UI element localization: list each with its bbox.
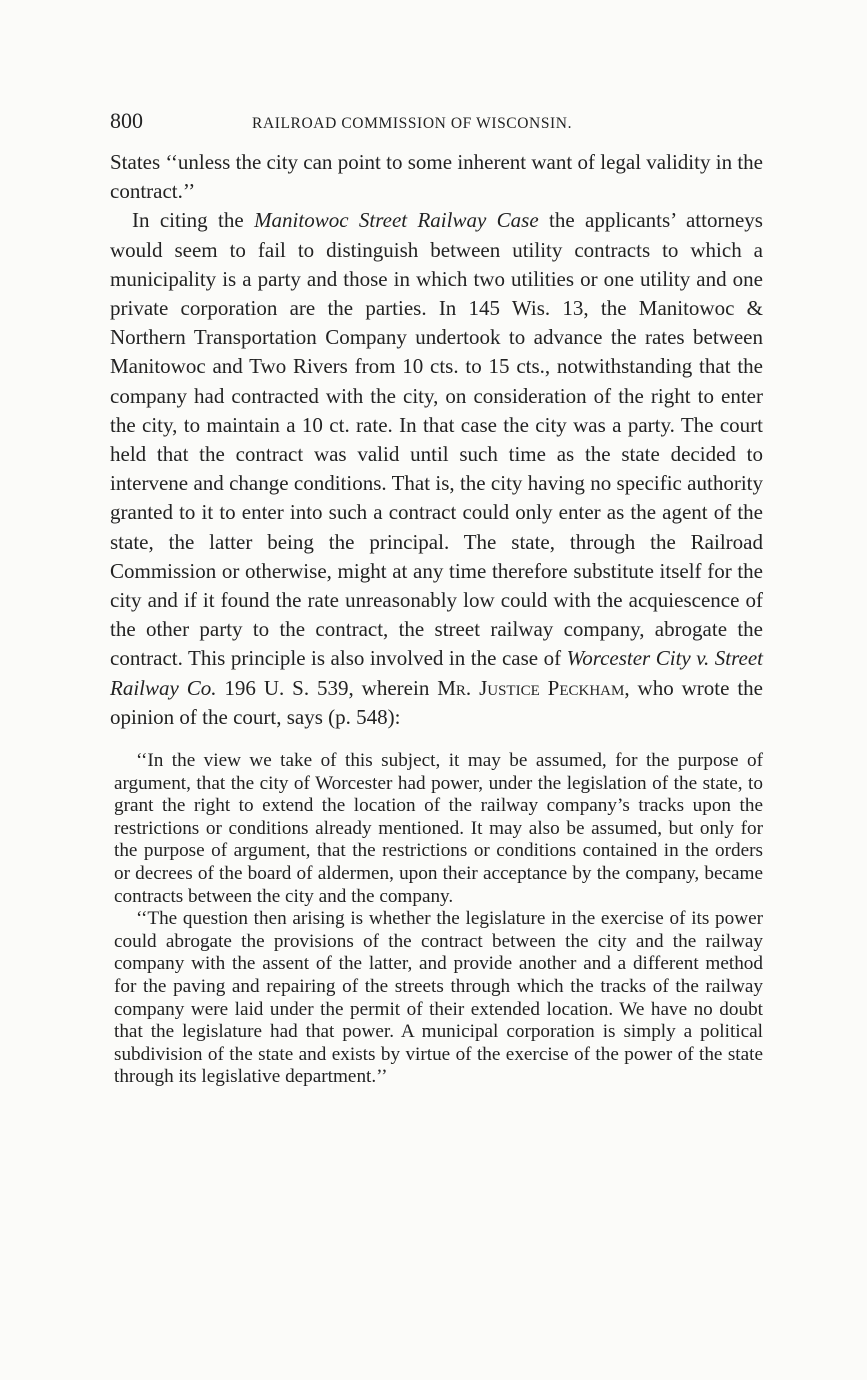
- page-number: 800: [110, 108, 143, 133]
- case-name-manitowoc: Manitowoc Street Railway Case: [254, 208, 539, 233]
- running-head: RAILROAD COMMISSION OF WISCONSIN.: [252, 115, 573, 132]
- case-name-worcester: Worcester City v. Street Railway Co.: [110, 646, 763, 700]
- block-quote: [110, 750, 763, 1089]
- document-page: [110, 108, 763, 1089]
- paragraph-2-text-a: In citing the: [132, 208, 255, 233]
- page-header: [110, 108, 763, 148]
- quote-paragraph-2: ‘‘The question then arising is whether the legislature in the exercise of its power could abrogate the provisions of the contract between the city and the railway company with the assent of the latter, and provide another and a different method for the paving and repairing of the streets through which the tracks of the railway company were laid under the permit of their extended location. We have no doubt that the legislature had that power. A municipal corporation is simply a political subdivision of the state and exists by virtue of the exercise of the power of the state through its legislative department.’’: [114, 908, 763, 1088]
- paragraph-2-text-d: , who wrote the opinion of the court, says (p. 548):: [110, 675, 763, 729]
- paragraph-2-text-c: 196 U. S. 539, wherein: [216, 675, 438, 700]
- paragraph-1: States ‘‘unless the city can point to some inherent want of legal validity in the contract.’’: [110, 150, 763, 204]
- paragraph-2-text-b: the applicants’ attorneys would seem to fail to distinguish between utility contracts to which a municipality is a party and those in which two utilities or one utility and one private corporation are the parties. In 145 Wis. 13, the Manitowoc & Northern Transportation Company undertook to advance the rates between Manitowoc and Two Rivers from 10 cts. to 15 cts., notwithstanding that the company had contracted with the city, on consideration of the right to enter the city, to maintain a 10 ct. rate. In that case the city was a party. The court held that the contract was valid until such time as the state decided to intervene and change conditions. That is, the city having no specific authority granted to it to enter into such a contract could only enter as the agent of the state, the latter being the principal. The state, through the Railroad Commission or otherwise, might at any time therefore substitute itself for the city and if it found the rate unreasonably low could with the acquiescence of the other party to the contract, the street railway company, abrogate the contract. This principle is also involved in the case of: [110, 208, 763, 671]
- quote-paragraph-1: ‘‘In the view we take of this subject, it may be assumed, for the purpose of argument, that the city of Worcester had power, under the legislation of the state, to grant the right to extend the location of the railway company’s tracks upon the restrictions or conditions already mentioned. It may also be assumed, but only for the purpose of argument, that the restrictions or conditions contained in the orders or decrees of the board of aldermen, upon their acceptance by the company, became contracts between the city and the company.: [114, 750, 763, 907]
- paragraph-2: [110, 206, 763, 732]
- justice-name: Mr. Justice Peckham: [437, 675, 625, 700]
